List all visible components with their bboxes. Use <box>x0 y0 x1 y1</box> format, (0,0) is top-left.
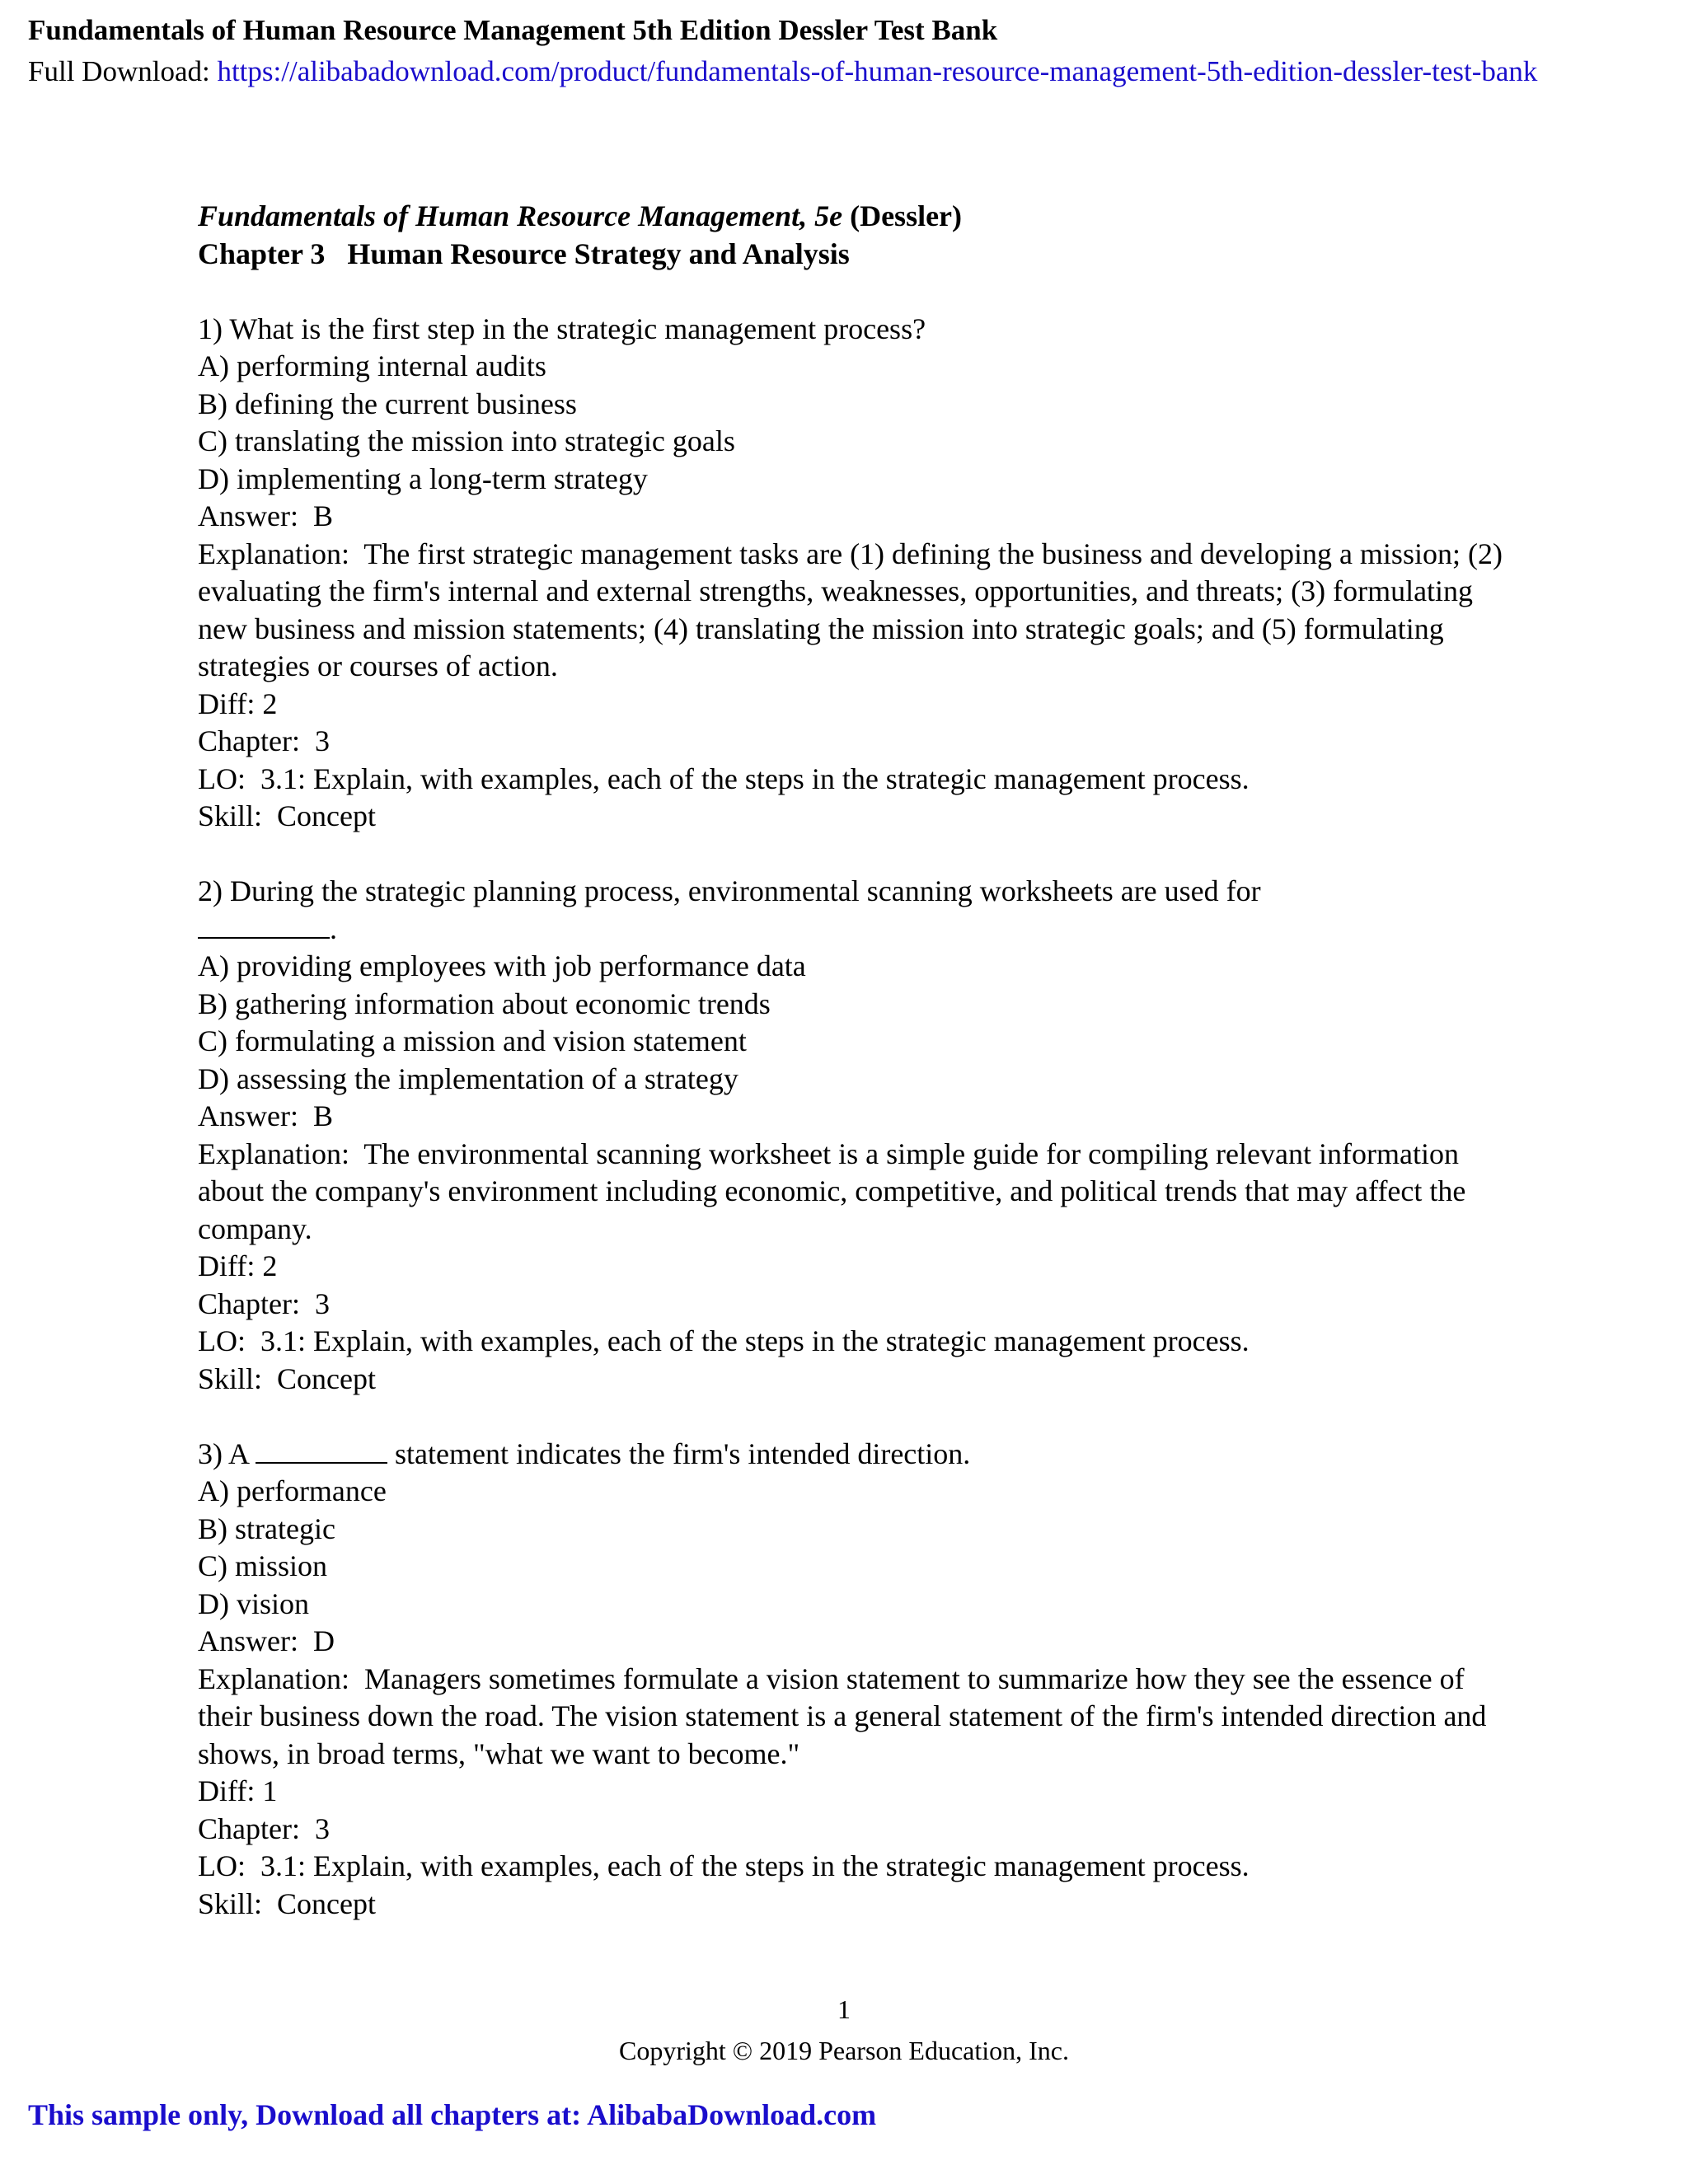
option-a: A) providing employees with job performance data <box>198 949 806 982</box>
learning-objective: LO: 3.1: Explain, with examples, each of the steps in the strategic management process. <box>198 1849 1250 1882</box>
book-author: (Dessler) <box>842 199 963 232</box>
download-label: Full Download: <box>28 55 218 87</box>
option-d: D) assessing the implementation of a strategy <box>198 1062 738 1095</box>
page-number: 1 <box>837 1994 851 2024</box>
question-stem <box>198 1436 1517 1474</box>
question-stem: 2) During the strategic planning process, environmental scanning worksheets are used for <box>198 874 1261 907</box>
skill: Skill: Concept <box>198 799 376 832</box>
chapter-ref: Chapter: 3 <box>198 724 330 757</box>
page-content <box>198 198 1517 1923</box>
stem-end: statement indicates the firm's intended direction. <box>387 1436 971 1470</box>
explanation: Explanation: The first strategic management tasks are (1) defining the business and developing a mission; (2) evaluating the firm's internal and external strengths, weaknesses, opportunities, and threats; (3) formulating new business and mission statements; (4) translating the mission into strategic goals; and (5) formulating strategies or courses of action. <box>198 537 1510 682</box>
stem-start: 3) A <box>198 1436 256 1470</box>
answer: Answer: D <box>198 1624 335 1657</box>
stem-end: . <box>330 912 337 945</box>
learning-objective: LO: 3.1: Explain, with examples, each of the steps in the strategic management process. <box>198 762 1250 795</box>
option-b: B) gathering information about economic trends <box>198 987 771 1020</box>
option-c: C) translating the mission into strategic goals <box>198 424 735 457</box>
question-stem: 1) What is the first step in the strategic management process? <box>198 312 926 345</box>
banner-download-line <box>28 51 1676 92</box>
chapter-heading: Chapter 3 Human Resource Strategy and Analysis <box>198 237 850 270</box>
option-a: A) performing internal audits <box>198 349 546 382</box>
question-3 <box>198 1436 1517 1924</box>
option-d: D) implementing a long-term strategy <box>198 462 648 495</box>
skill: Skill: Concept <box>198 1886 376 1920</box>
banner-title: Fundamentals of Human Resource Management 5th Edition Dessler Test Bank <box>28 14 998 46</box>
download-link[interactable]: https://alibabadownload.com/product/fundamentals-of-human-resource-management-5th-edition-dessler-test-bank <box>217 55 1538 87</box>
book-title <box>198 198 1517 236</box>
chapter-ref: Chapter: 3 <box>198 1811 330 1845</box>
difficulty: Diff: 2 <box>198 687 278 720</box>
question-1 <box>198 311 1517 836</box>
question-2 <box>198 873 1517 1398</box>
difficulty: Diff: 1 <box>198 1774 278 1807</box>
bottom-banner[interactable]: This sample only, Download all chapters at: AlibabaDownload.com <box>28 2098 877 2131</box>
skill: Skill: Concept <box>198 1361 376 1395</box>
option-b: B) strategic <box>198 1511 335 1545</box>
question-stem-blank <box>198 911 1517 949</box>
option-c: C) mission <box>198 1549 328 1582</box>
top-banner <box>28 10 1676 92</box>
answer: Answer: B <box>198 499 333 532</box>
difficulty: Diff: 2 <box>198 1249 278 1282</box>
learning-objective: LO: 3.1: Explain, with examples, each of the steps in the strategic management process. <box>198 1324 1250 1357</box>
page-footer <box>0 1989 1688 2071</box>
chapter-ref: Chapter: 3 <box>198 1286 330 1320</box>
answer-blank <box>256 1437 387 1464</box>
option-b: B) defining the current business <box>198 387 577 420</box>
option-d: D) vision <box>198 1586 309 1620</box>
option-a: A) performance <box>198 1474 387 1507</box>
answer: Answer: B <box>198 1099 333 1132</box>
book-title-italic: Fundamentals of Human Resource Management, 5e <box>198 199 843 232</box>
answer-blank <box>198 912 330 939</box>
copyright: Copyright © 2019 Pearson Education, Inc. <box>619 2036 1069 2065</box>
explanation: Explanation: Managers sometimes formulate a vision statement to summarize how they see the essence of their business down the road. The vision statement is a general statement of the firm's intended direction and shows, in broad terms, "what we want to become." <box>198 1661 1494 1770</box>
explanation: Explanation: The environmental scanning worksheet is a simple guide for compiling relevant information about the company's environment including economic, competitive, and political trends that may affect the company. <box>198 1137 1474 1245</box>
option-c: C) formulating a mission and vision statement <box>198 1024 747 1057</box>
